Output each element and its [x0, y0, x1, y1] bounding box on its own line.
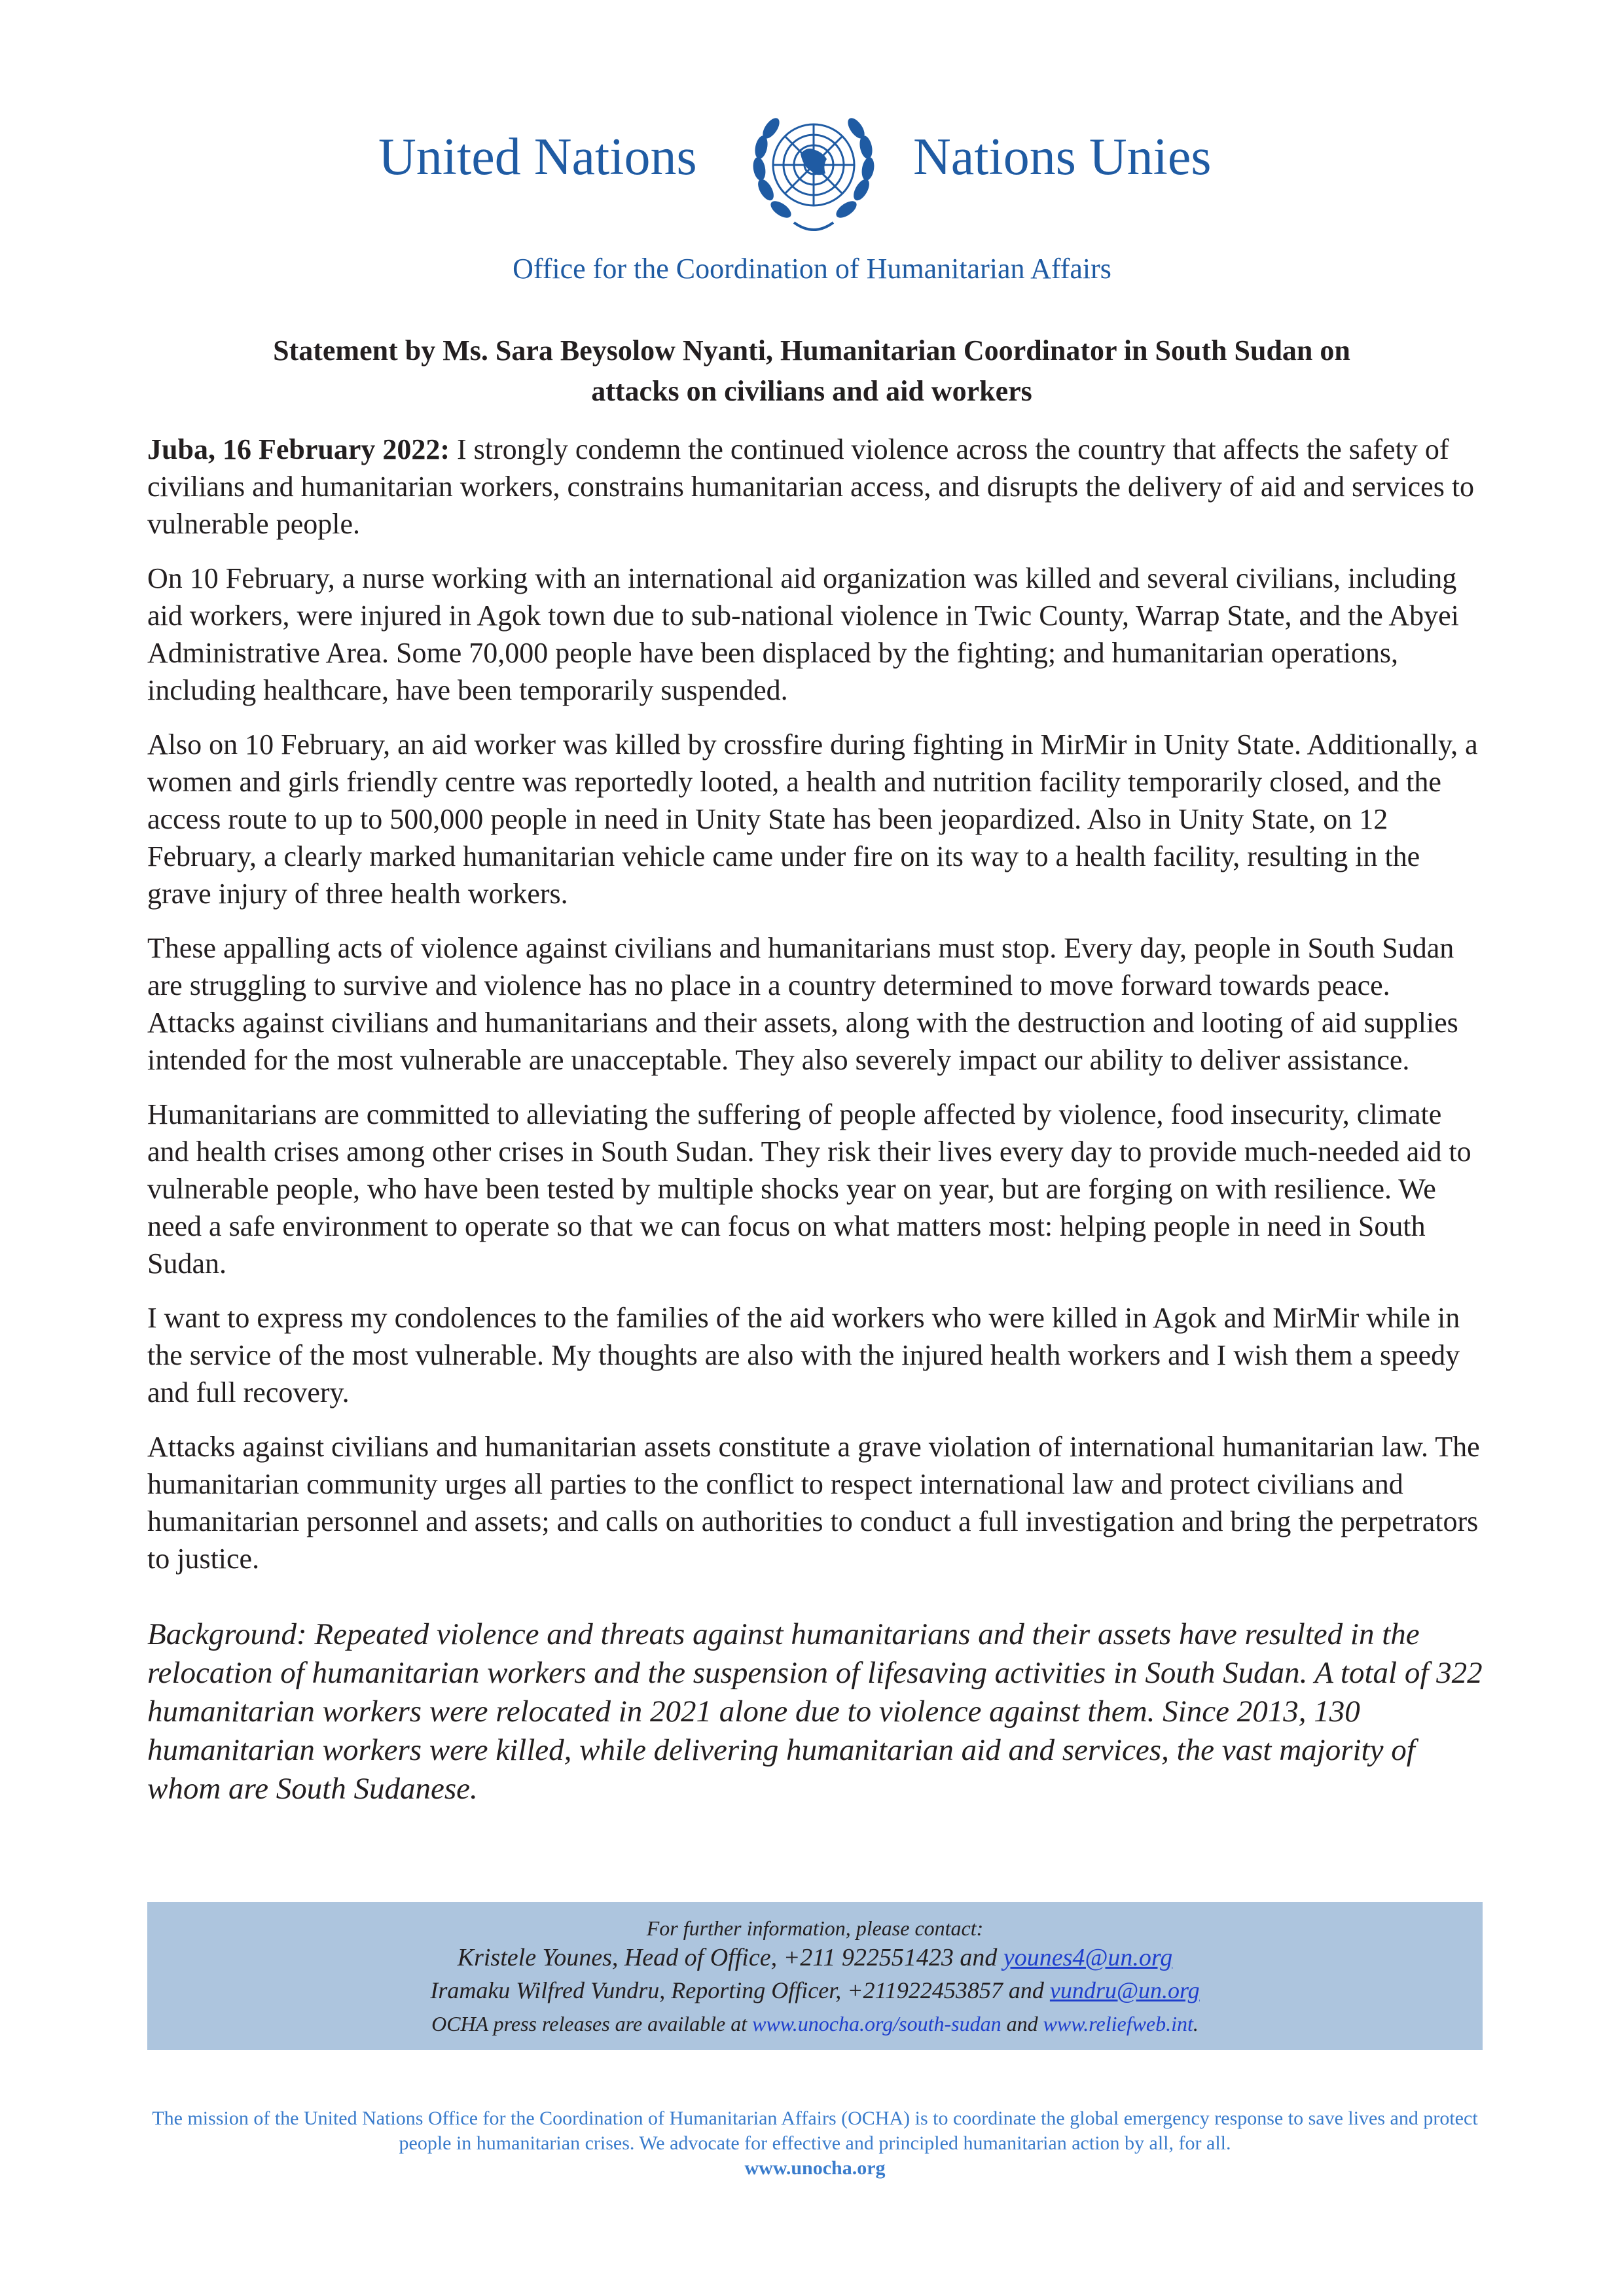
contact-line-1 [147, 1943, 1483, 1972]
mission-statement: The mission of the United Nations Office for the Coordination of Humanitarian Affairs (OCHA) is to coordinate the global emergency response to save lives and protect people in humanitarian crises. We advocate for effective and principled humanitarian action by all, for all. [152, 2108, 1478, 2154]
org-name-english: United Nations [378, 128, 697, 186]
org-name-french: Nations Unies [913, 128, 1212, 186]
mission-footer [141, 2106, 1489, 2181]
title-line-1: Statement by Ms. Sara Beysolow Nyanti, Humanitarian Coordinator in South Sudan on [273, 334, 1350, 367]
statement-title [170, 331, 1453, 412]
dateline: Juba, 16 February 2022: [147, 433, 450, 465]
contact-2-text: Iramaku Wilfred Vundru, Reporting Officer, +211922453857 and [430, 1977, 1050, 2003]
contact-1-text: Kristele Younes, Head of Office, +211 922551423 and [457, 1944, 1003, 1971]
press-text: OCHA press releases are available at [431, 2012, 753, 2036]
reliefweb-link[interactable]: www.reliefweb.int [1043, 2012, 1193, 2036]
unocha-website-link[interactable]: www.unocha.org [744, 2157, 886, 2179]
contact-intro: For further information, please contact: [646, 1916, 984, 1940]
unocha-south-sudan-link[interactable]: www.unocha.org/south-sudan [752, 2012, 1001, 2036]
contact-2-email-link[interactable]: vundru@un.org [1049, 1977, 1200, 2003]
contact-1-email-link[interactable]: younes4@un.org [1003, 1944, 1173, 1971]
press-and: and [1001, 2012, 1043, 2036]
un-emblem-icon [732, 92, 895, 255]
paragraph-1 [147, 431, 1483, 543]
paragraph-5: Humanitarians are committed to alleviating the suffering of people affected by violence, food insecurity, climate and health crises among other crises in South Sudan. They risk their lives every day to provide much-needed aid to vulnerable people, who have been tested by multiple shocks year on year, but are forging on with resilience. We need a safe environment to operate so that we can focus on what matters most: helping people in need in South Sudan. [147, 1098, 1471, 1280]
press-release-line [147, 2012, 1483, 2036]
paragraph-3: Also on 10 February, an aid worker was killed by crossfire during fighting in MirMir in Unity State. Additionally, a women and girls friendly centre was reportedly looted, a health and nutrition facility temporarily closed, and the access route to up to 500,000 people in need in Unity State has been jeopardized. Also in Unity State, on 12 February, a clearly marked humanitarian vehicle came under fire on its way to a health facility, resulting in the grave injury of three health workers. [147, 728, 1478, 910]
paragraph-7: Attacks against civilians and humanitarian assets constitute a grave violation of international humanitarian law. The humanitarian community urges all parties to the conflict to respect international law and protect civilians and humanitarian personnel and assets; and calls on authorities to conduct a full investigation and bring the perpetrators to justice. [147, 1431, 1480, 1575]
office-name: Office for the Coordination of Humanitarian Affairs [513, 253, 1111, 285]
paragraph-4: These appalling acts of violence against civilians and humanitarians must stop. Every day, people in South Sudan are struggling to survive and violence has no place in a country determined to move forward towards peace. Attacks against civilians and humanitarians and their assets, along with the destruction and looting of aid supplies intended for the most vulnerable are unacceptable. They also severely impact our ability to deliver assistance. [147, 932, 1458, 1076]
paragraph-1-text: I strongly condemn the continued violence across the country that affects the safety of civilians and humanitarian workers, constrains humanitarian access, and disrupts the delivery of aid and services to vulnerable people. [147, 433, 1475, 540]
title-line-2: attacks on civilians and aid workers [591, 375, 1032, 407]
background-note: Background: Repeated violence and threats against humanitarians and their assets have resulted in the relocation of humanitarian workers and the suspension of lifesaving activities in South Sudan. A total of 322 humanitarian workers were relocated in 2021 alone due to violence against them. Since 2013, 130 humanitarian workers were killed, while delivering humanitarian aid and services, the vast majority of whom are South Sudanese. [147, 1617, 1483, 1806]
contact-line-2 [147, 1977, 1483, 2004]
paragraph-2: On 10 February, a nurse working with an international aid organization was killed and several civilians, including aid workers, were injured in Agok town due to sub-national violence in Twic County, Warrap State, and the Abyei Administrative Area. Some 70,000 people have been displaced by the fighting; and humanitarian operations, including healthcare, have been temporarily suspended. [147, 562, 1459, 706]
contact-box [147, 1902, 1483, 2050]
press-end: . [1193, 2012, 1199, 2036]
statement-body [147, 431, 1483, 1825]
paragraph-6: I want to express my condolences to the families of the aid workers who were killed in Agok and MirMir while in the service of the most vulnerable. My thoughts are also with the injured health workers and I wish them a speedy and full recovery. [147, 1302, 1460, 1408]
